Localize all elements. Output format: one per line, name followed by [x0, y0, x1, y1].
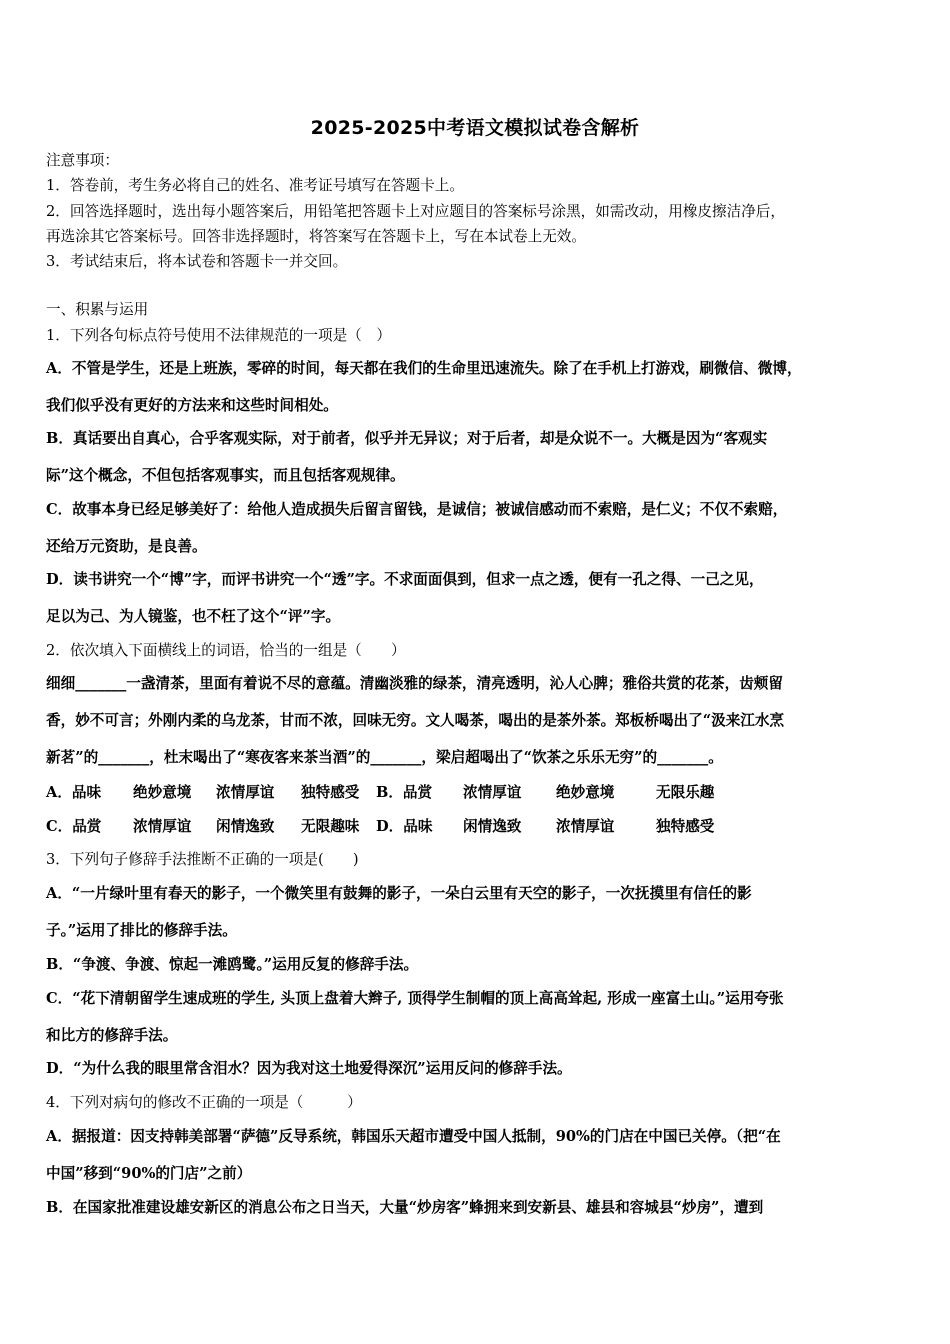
question-stem: 2．依次填入下面横线上的词语，恰当的一组是（ ）: [46, 642, 406, 659]
option-line: D．读书讲究一个“博”字，而评书讲究一个“透”字。不求面面俱到，但求一点之透，便有一孔之得、一己之见，: [46, 571, 764, 588]
option-line: 际”这个概念，不但包括客观事实，而且包括客观规律。: [46, 467, 405, 484]
option-c-word: 闲情逸致: [216, 818, 275, 835]
question-stem: 3．下列句子修辞手法推断不正确的一项是( ): [46, 851, 359, 868]
option-line: 我们似乎没有更好的方法来和这些时间相处。: [46, 397, 338, 414]
section-heading: 一、积累与运用: [46, 301, 149, 318]
page-title: 2025-2025中考语文模拟试卷含解析: [310, 117, 640, 139]
option-b-label: B．品赏: [376, 784, 433, 801]
option-d-label: D．品味: [376, 818, 433, 835]
option-a-word: 独特感受: [301, 784, 360, 801]
notice-item: 3．考试结束后，将本试卷和答题卡一并交回。: [46, 253, 348, 270]
passage-line: 香，妙不可言；外刚内柔的乌龙茶，甘而不浓，回味无穷。文人喝茶，喝出的是茶外茶。郑板桥喝出了“汲来江水烹: [46, 712, 785, 729]
option-c-label: C．品赏: [46, 818, 102, 835]
option-line: D．“为什么我的眼里常含泪水？因为我对这土地爱得深沉”运用反问的修辞手法。: [46, 1060, 572, 1077]
option-b-word: 无限乐趣: [656, 784, 715, 801]
option-line: C．故事本身已经足够美好了：给他人造成损失后留言留钱，是诚信；被诚信感动而不索赔，是仁义；不仅不索赔，: [46, 501, 788, 518]
notice-item: 再选涂其它答案标号。回答非选择题时，将答案写在答题卡上，写在本试卷上无效。: [46, 228, 586, 245]
option-a-word: 绝妙意境: [133, 784, 192, 801]
option-a-label: A．品味: [46, 784, 102, 801]
option-d-word: 浓情厚谊: [556, 818, 615, 835]
notice-heading: 注意事项：: [46, 152, 119, 169]
notice-item: 1．答卷前，考生务必将自己的姓名、准考证号填写在答题卡上。: [46, 177, 464, 194]
option-b-word: 浓情厚谊: [463, 784, 522, 801]
option-line: B．在国家批准建设雄安新区的消息公布之日当天，大量“炒房客”蜂拥来到安新县、雄县和容城县“炒房”，遭到: [46, 1199, 764, 1216]
option-a-word: 浓情厚谊: [216, 784, 275, 801]
passage-line: 新茗”的_______，杜末喝出了“寒夜客来茶当酒”的_______，梁启超喝出了“饮茶之乐乐无穷”的_______。: [46, 749, 723, 766]
option-line: A．据报道：因支持韩美部署“萨德”反导系统，韩国乐天超市遭受中国人抵制，90%的门店在中国已关停。（把“在: [46, 1128, 781, 1145]
option-line: 足以为己、为人镜鉴，也不枉了这个“评”字。: [46, 608, 341, 625]
option-line: 中国”移到“90%的门店”之前）: [46, 1165, 252, 1182]
option-c-word: 浓情厚谊: [133, 818, 192, 835]
passage-line: 细细_______一盏清茶，里面有着说不尽的意蕴。清幽淡雅的绿茶，清亮透明，沁人心脾；雅俗共赏的花茶，齿颊留: [46, 675, 783, 692]
option-d-word: 独特感受: [656, 818, 715, 835]
option-line: B．真话要出自真心，合乎客观实际，对于前者，似乎并无异议；对于后者，却是众说不一。大概是因为“客观实: [46, 430, 768, 447]
question-stem: 1．下列各句标点符号使用不法律规范的一项是（ ）: [46, 327, 391, 344]
option-c-word: 无限趣味: [301, 818, 360, 835]
option-line: 还给万元资助，是良善。: [46, 538, 207, 555]
option-line: B．“争渡、争渡、惊起一滩鸥鹭。”运用反复的修辞手法。: [46, 956, 419, 973]
option-line: 和比方的修辞手法。: [46, 1027, 178, 1044]
notice-item: 2．回答选择题时，选出每小题答案后，用铅笔把答题卡上对应题目的答案标号涂黑，如需改动，用橡皮擦洁净后，: [46, 203, 785, 220]
option-line: A．“一片绿叶里有春天的影子，一个微笑里有鼓舞的影子，一朵白云里有天空的影子，一次抚摸里有信任的影: [46, 885, 752, 902]
option-line: 子。”运用了排比的修辞手法。: [46, 922, 237, 939]
option-line: A．不管是学生，还是上班族，零碎的时间，每天都在我们的生命里迅速流失。除了在手机上打游戏，刷微信、微博，: [46, 360, 802, 377]
question-stem: 4．下列对病句的修改不正确的一项是（ ）: [46, 1094, 362, 1111]
option-d-word: 闲情逸致: [463, 818, 522, 835]
option-b-word: 绝妙意境: [556, 784, 615, 801]
option-line: C．“花下清朝留学生速成班的学生, 头顶上盘着大辫子, 顶得学生制帽的顶上高高耸起, 形成一座富土山。”运用夸张: [46, 990, 784, 1007]
